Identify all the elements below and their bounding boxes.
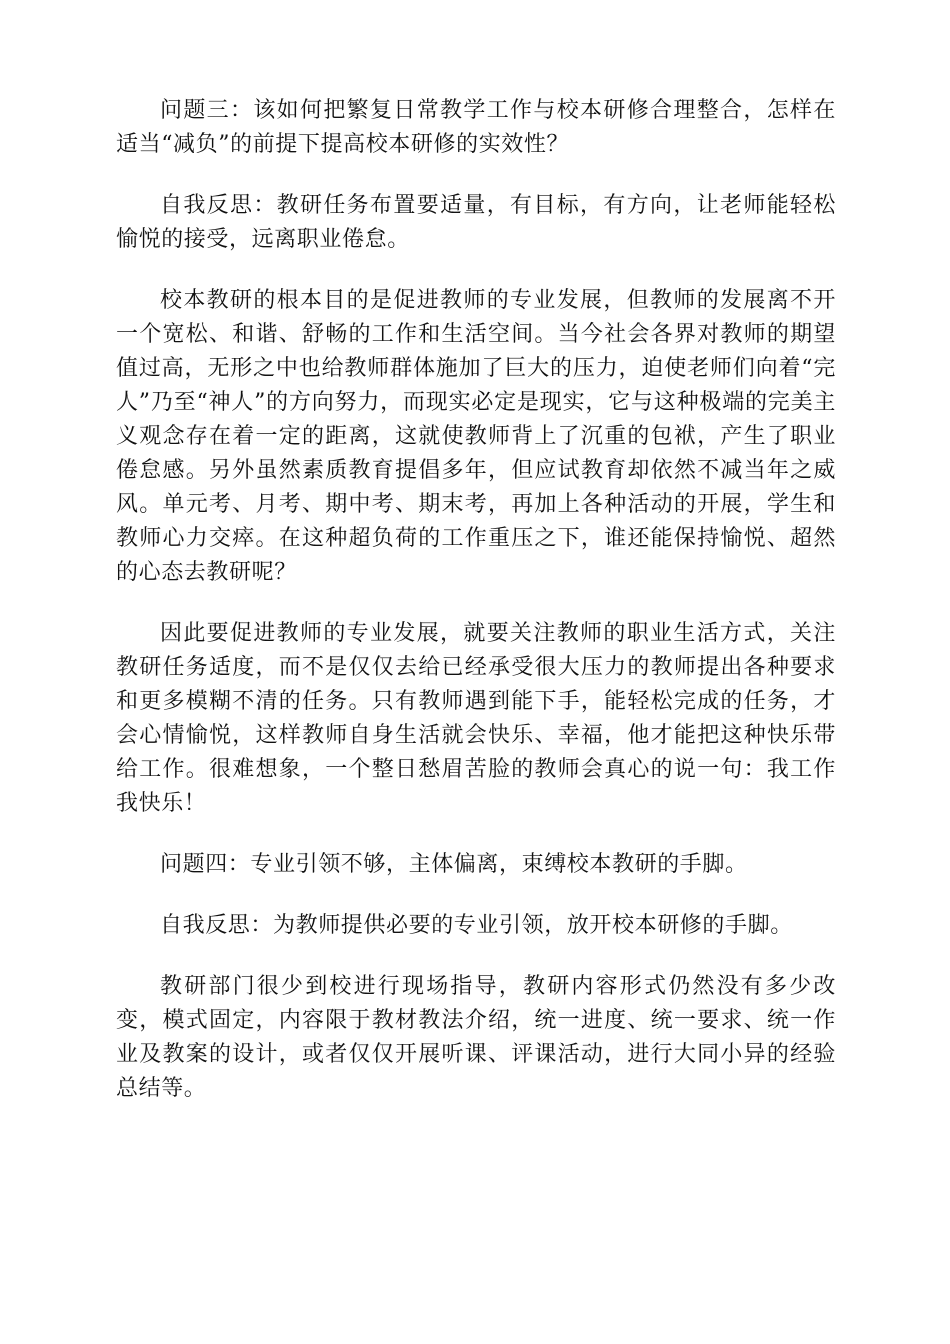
question-four-paragraph: 问题四：专业引领不够，主体偏离，束缚校本教研的手脚。 bbox=[160, 852, 748, 877]
reflection-three-paragraph: 自我反思：教研任务布置要适量，有目标，有方向，让老师能轻松愉悦的接受，远离职业倦怠。 bbox=[116, 193, 836, 252]
research-department-paragraph: 教研部门很少到校进行现场指导，教研内容形式仍然没有多少改变，模式固定，内容限于教材教法介绍，统一进度、统一要求、统一作业及教案的设计，或者仅仅开展听课、评课活动，进行大同小异的经验总结等。 bbox=[116, 974, 836, 1101]
analysis-paragraph: 校本教研的根本目的是促进教师的专业发展，但教师的发展离不开一个宽松、和谐、舒畅的工作和生活空间。当今社会各界对教师的期望值过高，无形之中也给教师群体施加了巨大的压力，迫使老师们向着“完人”乃至“神人”的方向努力，而现实必定是现实，它与这种极端的完美主义观念存在着一定的距离，这就使教师背上了沉重的包袱，产生了职业倦怠感。另外虽然素质教育提倡多年，但应试教育却依然不减当年之威风。单元考、月考、期中考、期末考，再加上各种活动的开展，学生和教师心力交瘁。在这种超负荷的工作重压之下，谁还能保持愉悦、超然的心态去教研呢？ bbox=[116, 288, 836, 585]
reflection-four-paragraph: 自我反思：为教师提供必要的专业引领，放开校本研修的手脚。 bbox=[160, 913, 793, 938]
conclusion-paragraph: 因此要促进教师的专业发展，就要关注教师的职业生活方式，关注教研任务适度，而不是仅仅去给已经承受很大压力的教师提出各种要求和更多模糊不清的任务。只有教师遇到能下手，能轻松完成的任务，才会心情愉悦，这样教师自身生活就会快乐、幸福，他才能把这种快乐带给工作。很难想象，一个整日愁眉苦脸的教师会真心的说一句：我工作我快乐！ bbox=[116, 621, 836, 816]
document-body bbox=[116, 94, 836, 1133]
question-three-paragraph: 问题三：该如何把繁复日常教学工作与校本研修合理整合，怎样在适当“减负”的前提下提高校本研修的实效性？ bbox=[116, 98, 836, 157]
